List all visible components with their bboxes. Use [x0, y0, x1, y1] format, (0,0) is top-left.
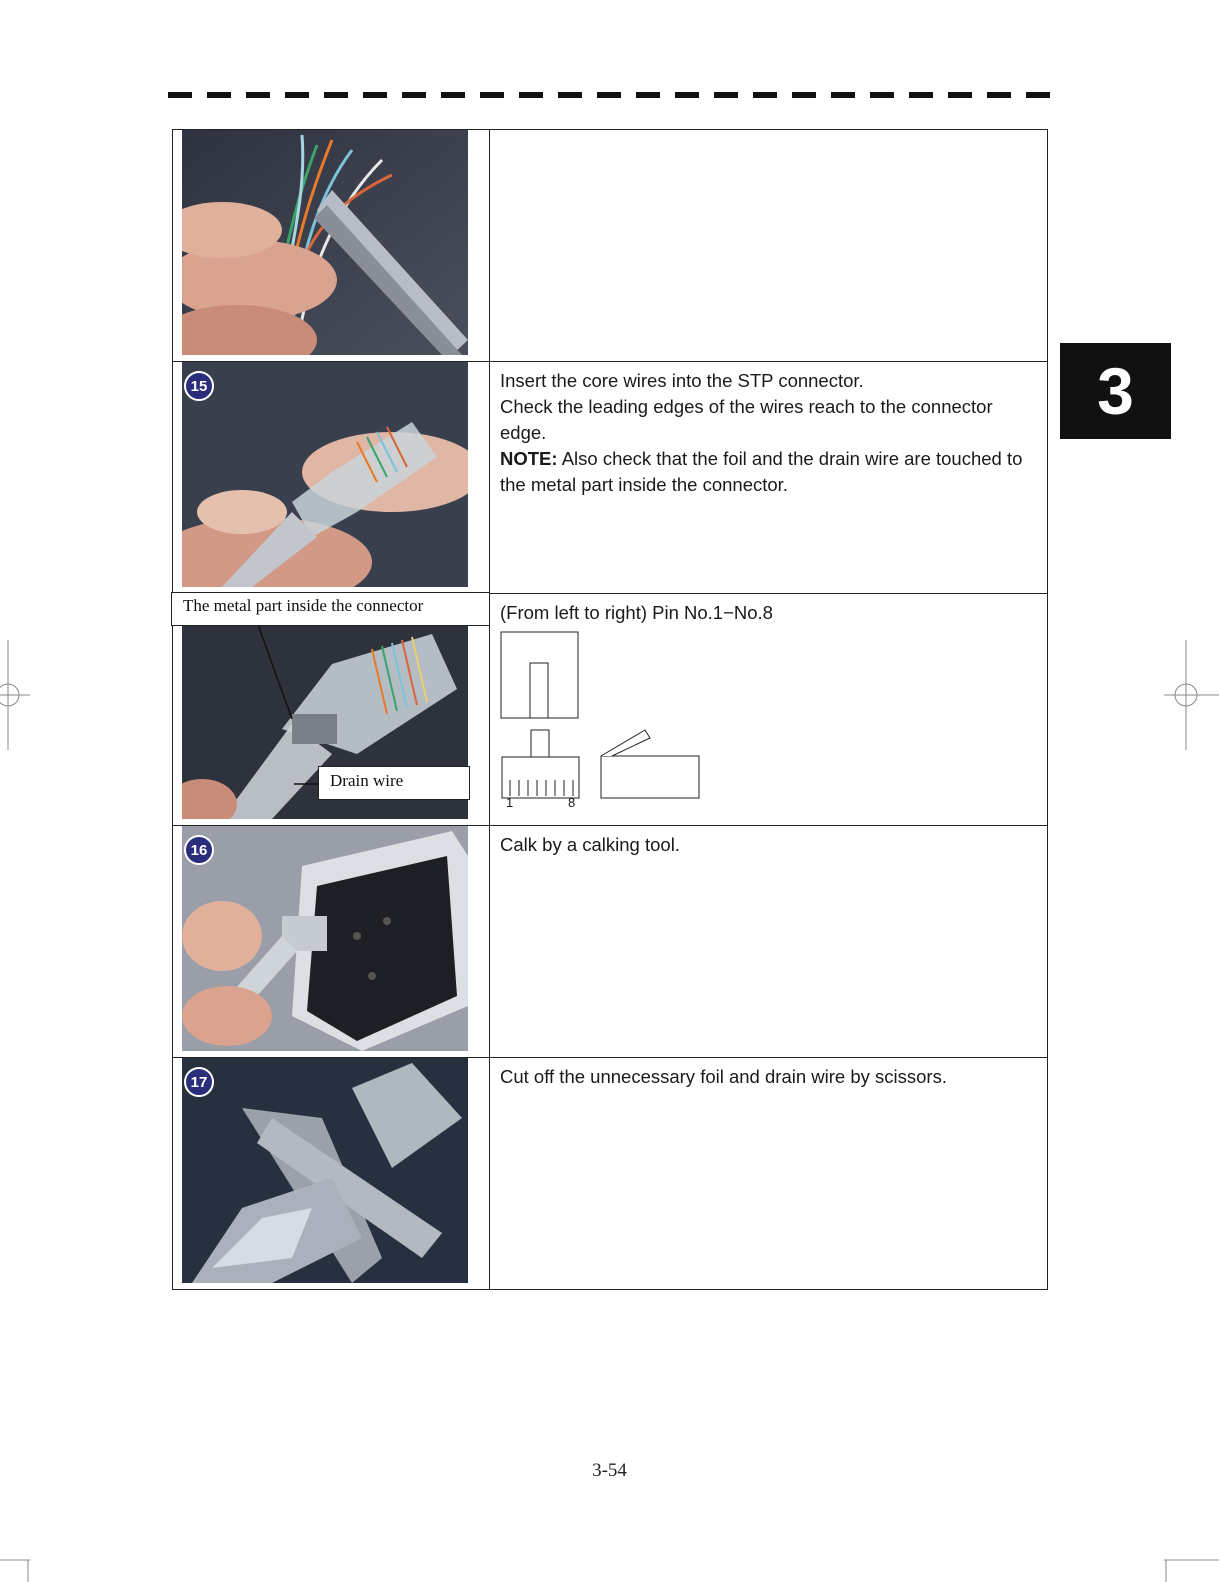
pin-caption: (From left to right) Pin No.1−No.8	[500, 602, 773, 623]
instruction-line: Calk by a calking tool.	[500, 834, 680, 855]
table-row	[173, 594, 1048, 826]
table-row	[173, 130, 1048, 362]
page-number: 3-54	[592, 1460, 627, 1481]
note-text: Also check that the foil and the drain wire are touched to the metal part inside the connector.	[500, 448, 1023, 495]
procedure-table	[172, 129, 1048, 1290]
instruction-cell	[490, 826, 1048, 1058]
registration-mark-left-icon	[0, 640, 30, 750]
photo-cell	[173, 130, 490, 362]
instruction-line: Cut off the unnecessary foil and drain wire by scissors.	[500, 1066, 947, 1087]
crop-mark-bottom-left-icon	[0, 1555, 30, 1582]
connector-diagram-icon	[500, 630, 760, 820]
step-number-badge: 16	[184, 835, 214, 865]
photo-insert-wires	[182, 362, 468, 587]
instruction-cell	[490, 1058, 1048, 1290]
pin-last-label: 8	[568, 795, 576, 810]
table-row	[173, 826, 1048, 1058]
note-line	[500, 446, 1037, 498]
photo-cell	[173, 362, 490, 594]
chapter-number: 3	[1097, 354, 1134, 428]
instruction-line: Insert the core wires into the STP connector.	[500, 370, 864, 391]
step-number-badge: 17	[184, 1067, 214, 1097]
table-row	[173, 1058, 1048, 1290]
instruction-cell	[490, 362, 1048, 594]
table-row	[173, 362, 1048, 594]
chapter-tab	[1060, 343, 1171, 439]
photo-cell	[173, 1058, 490, 1290]
registration-mark-right-icon	[1164, 640, 1219, 750]
note-label: NOTE:	[500, 448, 558, 469]
photo-cell	[173, 826, 490, 1058]
step-number-badge: 15	[184, 371, 214, 401]
pin-first-label: 1	[506, 795, 514, 810]
photo-trim-wires	[182, 130, 468, 355]
photo-cell	[173, 594, 490, 826]
photo-calking-tool	[182, 826, 468, 1051]
callout-drain-wire: Drain wire	[318, 766, 470, 800]
callout-metal-part: The metal part inside the connector	[171, 592, 490, 626]
pin-order-diagram	[500, 630, 760, 820]
instruction-cell	[490, 130, 1048, 362]
instruction-cell	[490, 594, 1048, 826]
crop-mark-bottom-right-icon	[1164, 1555, 1219, 1582]
header-dash-rule	[168, 92, 1050, 98]
instruction-line: Check the leading edges of the wires reach to the connector edge.	[500, 396, 993, 443]
photo-cut-foil	[182, 1058, 468, 1283]
